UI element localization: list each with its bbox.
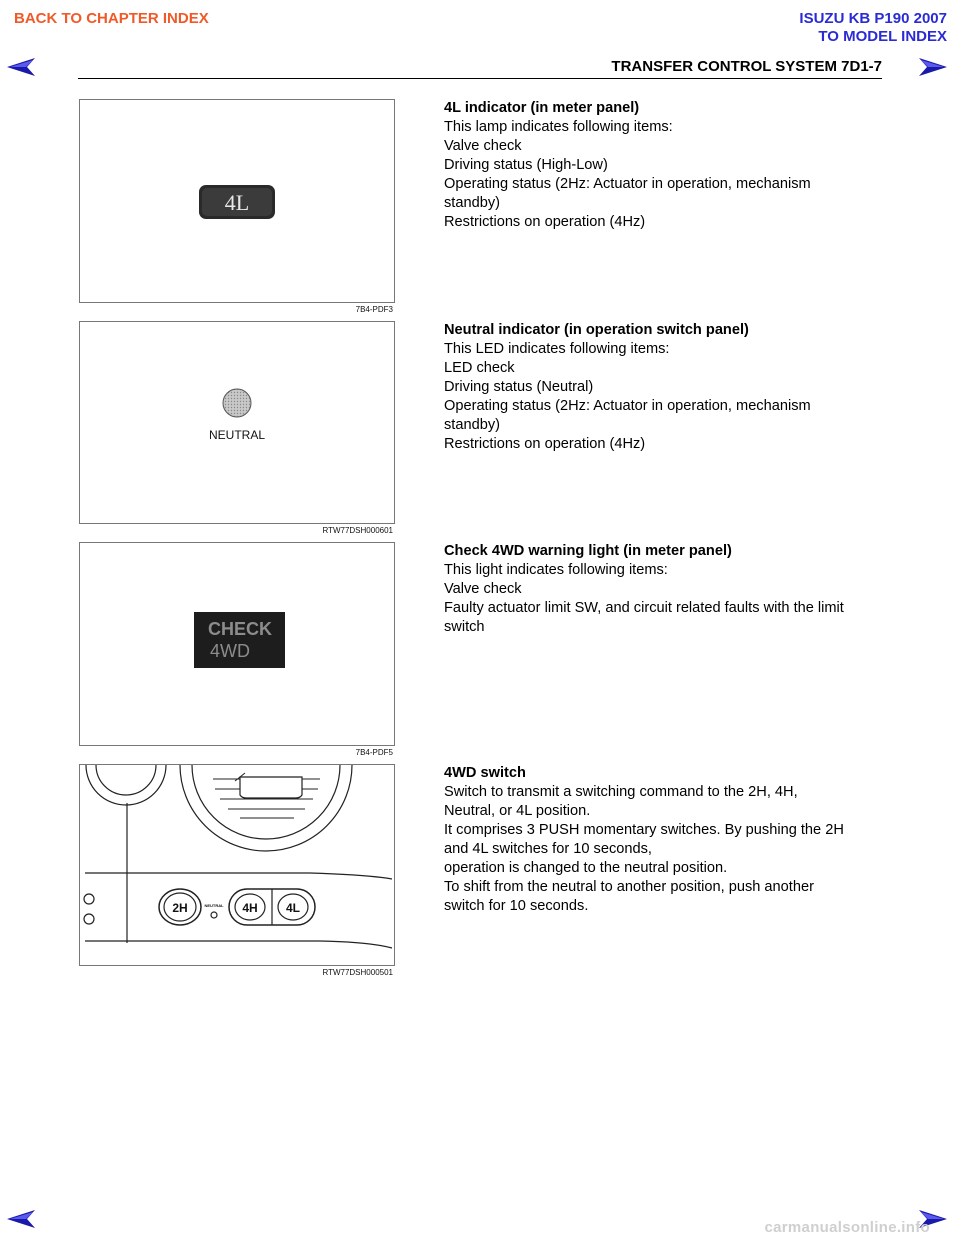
4l-switch-label: 4L bbox=[285, 901, 301, 915]
figure-code: 7B4-PDF5 bbox=[355, 748, 393, 757]
figure-neutral-indicator bbox=[79, 321, 395, 524]
check-4wd-illustration bbox=[80, 543, 394, 745]
section-heading: Neutral indicator (in operation switch panel) bbox=[444, 322, 749, 338]
4l-lamp-text: 4L bbox=[224, 190, 250, 215]
page-header-title: TRANSFER CONTROL SYSTEM 7D1-7 bbox=[611, 58, 882, 75]
section-4l-indicator bbox=[444, 99, 884, 232]
section-line: Operating status (2Hz: Actuator in operation, mechanism bbox=[444, 176, 811, 192]
section-line: Operating status (2Hz: Actuator in operation, mechanism bbox=[444, 398, 811, 414]
section-line: Switch to transmit a switching command to the 2H, 4H, bbox=[444, 784, 798, 800]
4wd-text: 4WD bbox=[210, 641, 250, 661]
model-title[interactable] bbox=[799, 10, 947, 46]
prev-page-arrow-bottom-icon[interactable] bbox=[6, 1208, 36, 1230]
back-to-chapter-index-link[interactable]: BACK TO CHAPTER INDEX bbox=[14, 10, 209, 27]
section-neutral-indicator bbox=[444, 321, 884, 454]
prev-page-arrow-icon[interactable] bbox=[6, 56, 36, 78]
section-line: To shift from the neutral to another position, push another bbox=[444, 879, 814, 895]
section-line: Restrictions on operation (4Hz) bbox=[444, 214, 646, 230]
section-line: Valve check bbox=[444, 138, 522, 154]
model-name: ISUZU KB P190 2007 bbox=[799, 10, 947, 27]
section-line: LED check bbox=[444, 360, 515, 376]
section-line: Restrictions on operation (4Hz) bbox=[444, 436, 646, 452]
figure-code: RTW77DSH000501 bbox=[322, 968, 393, 977]
section-line: standby) bbox=[444, 417, 500, 433]
section-line: Driving status (High-Low) bbox=[444, 157, 608, 173]
section-4wd-switch bbox=[444, 764, 884, 916]
watermark: carmanualsonline.info bbox=[764, 1219, 930, 1236]
section-line: It comprises 3 PUSH momentary switches. By pushing the 2H bbox=[444, 822, 844, 838]
2h-switch-label: 2H bbox=[172, 901, 188, 915]
section-line: standby) bbox=[444, 195, 500, 211]
section-heading: Check 4WD warning light (in meter panel) bbox=[444, 543, 732, 559]
neutral-small-label: NEUTRAL bbox=[204, 903, 224, 908]
4l-lamp-illustration bbox=[80, 100, 394, 302]
section-line: Driving status (Neutral) bbox=[444, 379, 594, 395]
figure-code: RTW77DSH000601 bbox=[322, 526, 393, 535]
section-line: This LED indicates following items: bbox=[444, 341, 670, 357]
section-heading: 4WD switch bbox=[444, 765, 526, 781]
section-line: switch bbox=[444, 619, 485, 635]
4wd-switch-labels bbox=[80, 765, 394, 965]
section-line: Valve check bbox=[444, 581, 522, 597]
section-line: and 4L switches for 10 seconds, bbox=[444, 841, 652, 857]
4h-switch-label: 4H bbox=[242, 901, 258, 915]
section-line: This lamp indicates following items: bbox=[444, 119, 673, 135]
neutral-led-illustration bbox=[80, 322, 394, 523]
to-model-index-link[interactable]: TO MODEL INDEX bbox=[818, 28, 947, 45]
figure-code: 7B4-PDF3 bbox=[355, 305, 393, 314]
figure-4l-indicator bbox=[79, 99, 395, 303]
section-line: switch for 10 seconds. bbox=[444, 898, 589, 914]
neutral-label: NEUTRAL bbox=[208, 428, 266, 442]
next-page-arrow-icon[interactable] bbox=[918, 56, 948, 78]
section-check-4wd bbox=[444, 542, 884, 637]
section-line: Neutral, or 4L position. bbox=[444, 803, 591, 819]
section-line: operation is changed to the neutral position. bbox=[444, 860, 728, 876]
figure-4wd-switch bbox=[79, 764, 395, 966]
figure-check-4wd-light bbox=[79, 542, 395, 746]
section-heading: 4L indicator (in meter panel) bbox=[444, 100, 640, 116]
section-line: This light indicates following items: bbox=[444, 562, 668, 578]
check-text: CHECK bbox=[207, 619, 273, 639]
section-line: Faulty actuator limit SW, and circuit related faults with the limit bbox=[444, 600, 844, 616]
header-divider bbox=[78, 78, 882, 79]
